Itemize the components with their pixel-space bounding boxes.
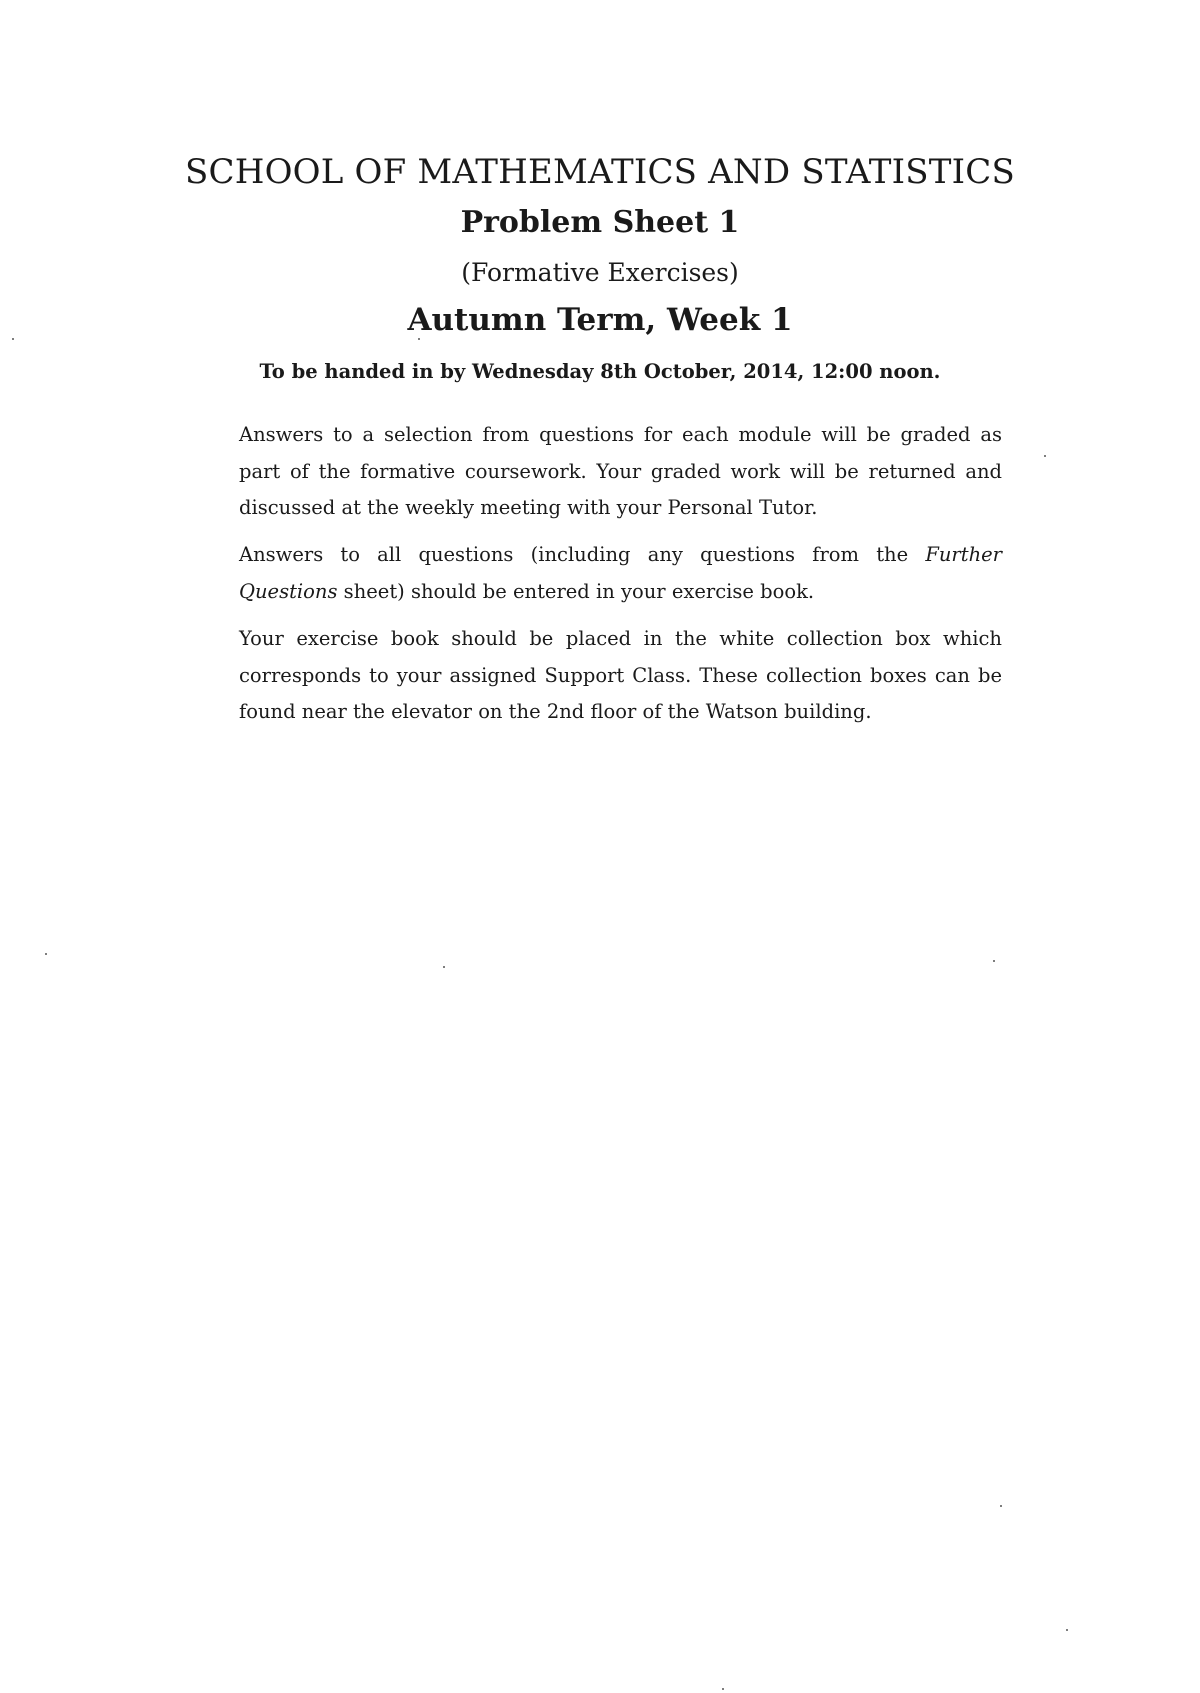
deadline-notice: To be handed in by Wednesday 8th October, 2014, 12:00 noon. — [259, 360, 941, 383]
scan-speck — [418, 338, 420, 340]
grading-paragraph: Answers to a selection from questions for each module will be graded as part of the formative coursework. Your graded work will be returned and discussed at the weekly meeting with your Personal Tutor. — [239, 423, 1002, 519]
further-questions-ref: Further Questions — [239, 543, 1002, 603]
scan-speck — [993, 960, 995, 962]
problem-sheet-title: Problem Sheet 1 — [460, 205, 740, 240]
answers-paragraph — [239, 537, 1002, 610]
collection-paragraph: Your exercise book should be placed in the white collection box which corresponds to your assigned Support Class. These collection boxes can be found near the elevator on the 2nd floor of the Watson building. — [239, 627, 1002, 723]
scan-speck — [1000, 1505, 1002, 1507]
scan-speck — [45, 953, 47, 955]
scan-speck — [12, 338, 14, 340]
school-heading: SCHOOL OF MATHEMATICS AND STATISTICS — [185, 152, 1015, 192]
formative-subtitle: (Formative Exercises) — [461, 258, 739, 287]
scan-speck — [1044, 455, 1046, 457]
answers-text-start: Answers to all questions (including any questions from the — [239, 543, 926, 566]
answers-text-end: sheet) should be entered in your exercise book. — [337, 579, 815, 603]
term-heading: Autumn Term, Week 1 — [407, 302, 793, 338]
scan-speck — [443, 966, 445, 968]
scan-speck — [722, 1688, 724, 1690]
scan-speck — [1066, 1629, 1068, 1631]
